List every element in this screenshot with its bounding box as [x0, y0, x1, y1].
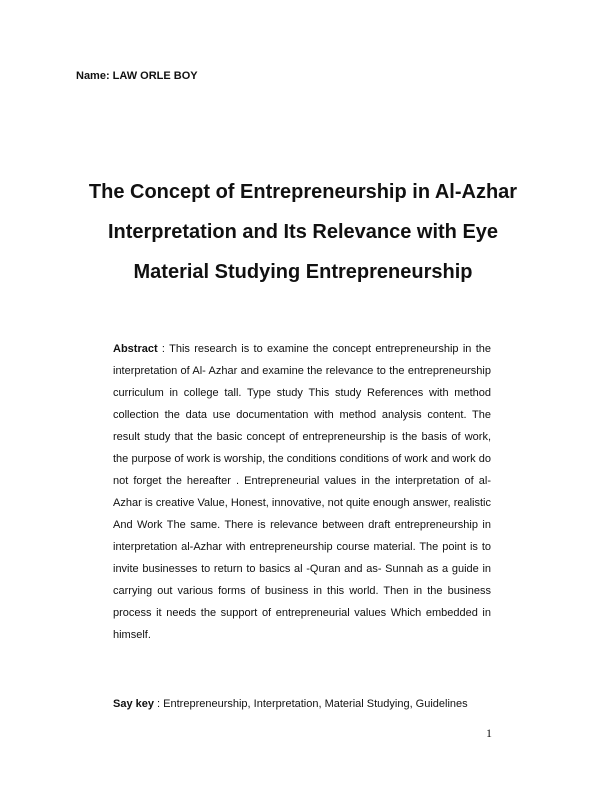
abstract-separator: :	[157, 343, 170, 355]
title-line-2: Interpretation and Its Relevance with Eye	[107, 221, 499, 243]
keywords-line	[113, 693, 513, 715]
title-line-3: Material Studying Entrepreneurship	[133, 261, 473, 283]
keywords-text: Entrepreneurship, Interpretation, Material Studying, Guidelines	[163, 698, 468, 710]
keywords-label: Say key	[113, 698, 154, 710]
keywords-separator: :	[153, 698, 164, 710]
abstract-label: Abstract	[113, 343, 158, 355]
abstract-text: This research is to examine the concept entrepreneurship in the interpretation of Al- Azhar and examine the relevance to the entrepreneurship curriculum in college tall. Type study This study References with method collection the data use documentation with method analysis content. The result study that the basic concept of entrepreneurship is the basis of work, the purpose of work is worship, the conditions conditions of work and work do not forget the hereafter . Entrepreneurial values in the interpretation of al-Azhar is creative Value, Honest, innovative, not quite enough answer, realistic And Work The same. There is relevance between draft entrepreneurship in interpretation al-Azhar with entrepreneurship course material. The point is to invite businesses to return to basics al -Quran and as- Sunnah as a guide in carrying out various forms of business in this world. Then in the business process it needs the support of entrepreneurial values Which embedded in himself.	[113, 343, 491, 641]
page-number: 1	[486, 726, 492, 740]
abstract-paragraph	[113, 338, 491, 646]
title-line-1: The Concept of Entrepreneurship in Al-Azhar	[88, 181, 518, 203]
author-name: Name: LAW ORLE BOY	[76, 70, 198, 82]
paper-title	[60, 172, 546, 292]
